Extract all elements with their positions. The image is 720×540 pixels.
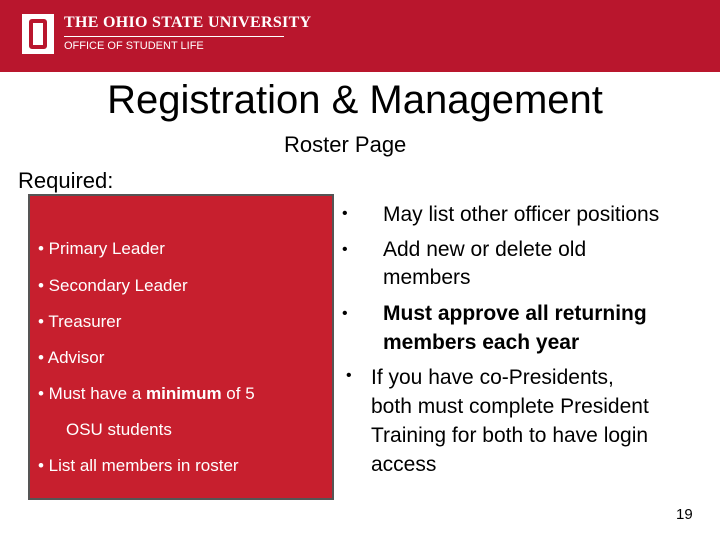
required-item: • Secondary Leader [38, 276, 188, 295]
minimum-bold: minimum [146, 384, 222, 403]
required-label: Required: [18, 168, 114, 193]
note-line: May list other officer positions [383, 203, 660, 226]
required-item: • List all members in roster [38, 456, 239, 475]
required-item: • Advisor [38, 348, 105, 367]
office-name: OFFICE OF STUDENT LIFE [64, 40, 204, 52]
minimum-prefix: • Must have a [38, 384, 147, 403]
required-item: • Primary Leader [38, 239, 165, 258]
slide-title: Registration & Management [107, 78, 603, 122]
note-bullet: • [342, 241, 348, 258]
university-name: THE OHIO STATE UNIVERSITY [64, 14, 312, 31]
slide-subtitle: Roster Page [284, 132, 407, 157]
required-item-minimum [38, 384, 255, 404]
note-bullet: • [346, 367, 352, 384]
note-line: access [371, 453, 437, 476]
note-line: members [383, 266, 471, 289]
required-item: • Treasurer [38, 312, 122, 331]
block-o-icon [29, 19, 47, 49]
header-divider [64, 36, 284, 37]
page-number: 19 [676, 506, 693, 523]
osu-logo [22, 14, 54, 54]
minimum-suffix: of 5 [221, 384, 255, 403]
note-line-bold: Must approve all returning [383, 302, 647, 325]
note-bullet: • [342, 305, 348, 322]
note-line: Add new or delete old [383, 238, 587, 261]
required-item-continuation: OSU students [66, 420, 172, 439]
header-banner [0, 0, 720, 72]
note-line: If you have co-Presidents, [371, 366, 614, 389]
note-line-bold: members each year [383, 331, 580, 354]
note-line: Training for both to have login [371, 424, 649, 447]
note-line: both must complete President [371, 395, 649, 418]
note-bullet: • [342, 205, 348, 222]
